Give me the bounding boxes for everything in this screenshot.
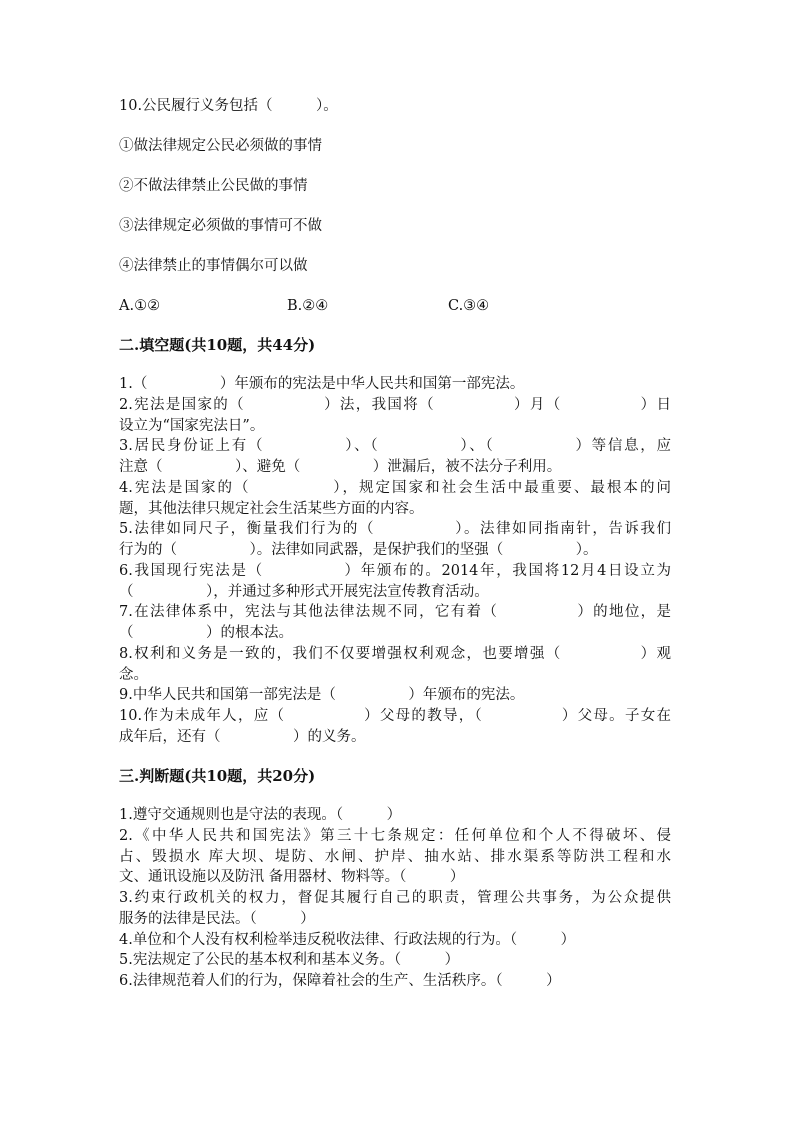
option-b: B.②④ (287, 298, 329, 314)
question-10-item-2: ②不做法律禁止公民做的事情 (119, 178, 308, 194)
section-3-heading: 三.判断题(共10题，共20分) (119, 767, 316, 785)
fill-blank-line: 8.权利和义务是一致的，我们不仅要增强权利观念，也要增强（ ）观 (119, 646, 671, 662)
question-10-stem: 10.公民履行义务包括（ ）。 (119, 98, 338, 114)
fill-blank-line: 2.宪法是国家的（ ）法，我国将（ ）月（ ）日 (119, 397, 671, 413)
fill-blank-line: 4.宪法是国家的（ ），规定国家和社会生活中最重要、最根本的问 (119, 480, 671, 496)
fill-blank-line: 3.居民身份证上有（ ）、（ ）、（ ）等信息，应 (119, 438, 671, 454)
fill-blank-line: （ ），并通过多种形式开展宪法宣传教育活动。 (119, 584, 489, 600)
judge-line: 2.《中华人民共和国宪法》第三十七条规定：任何单位和个人不得破坏、侵 (119, 828, 671, 844)
option-a: A.①② (119, 298, 161, 314)
judge-line: 5.宪法规定了公民的基本权利和基本义务。（ ） (119, 952, 460, 968)
fill-blank-line: 成年后，还有（ ）的义务。 (119, 729, 366, 745)
fill-blank-line: （ ）的根本法。 (119, 625, 293, 641)
fill-blank-line: 10.作为未成年人，应（ ）父母的教导，（ ）父母。子女在 (119, 708, 671, 724)
judge-line: 6.法律规范着人们的行为，保障着社会的生产、生活秩序。（ ） (119, 973, 561, 989)
question-10-item-1: ①做法律规定公民必须做的事情 (119, 138, 322, 154)
fill-blank-line: 题，其他法律只规定社会生活某些方面的内容。 (119, 501, 424, 517)
fill-blank-line: 行为的（ ）。法律如同武器，是保护我们的坚强（ ）。 (119, 542, 598, 558)
judge-line: 4.单位和个人没有权利检举违反税收法律、行政法规的行为。（ ） (119, 932, 576, 948)
judge-line: 1.遵守交通规则也是守法的表现。（ ） (119, 807, 402, 823)
judge-line: 服务的法律是民法。（ ） (119, 911, 315, 927)
fill-blank-line: 念。 (119, 667, 148, 683)
fill-blank-line: 5.法律如同尺子，衡量我们行为的（ ）。法律如同指南针，告诉我们 (119, 521, 671, 537)
fill-blank-line: 设立为“国家宪法日”。 (119, 418, 265, 434)
fill-blank-line: 9.中华人民共和国第一部宪法是（ ）年颁布的宪法。 (119, 687, 525, 703)
judge-line: 占、毁损水 库大坝、堤防、水闸、护岸、抽水站、排水渠系等防洪工程和水 (119, 849, 671, 865)
fill-blank-line: 注意（ ）、避免（ ）泄漏后，被不法分子利用。 (119, 459, 562, 475)
fill-blank-line: 7.在法律体系中，宪法与其他法律法规不同，它有着（ ）的地位，是 (119, 604, 671, 620)
fill-blank-line: 1.（ ）年颁布的宪法是中华人民共和国第一部宪法。 (119, 376, 525, 392)
fill-blank-line: 6.我国现行宪法是（ ）年颁布的。2014年，我国将12月4日设立为 (119, 563, 671, 579)
question-10-item-4: ④法律禁止的事情偶尔可以做 (119, 258, 308, 274)
option-c: C.③④ (448, 298, 490, 314)
section-2-heading: 二.填空题(共10题，共44分) (119, 336, 316, 354)
question-10-item-3: ③法律规定必须做的事情可不做 (119, 218, 322, 234)
judge-line: 文、通讯设施以及防汛 备用器材、物料等。（ ） (119, 869, 465, 885)
judge-line: 3.约束行政机关的权力，督促其履行自己的职责，管理公共事务，为公众提供 (119, 890, 671, 906)
